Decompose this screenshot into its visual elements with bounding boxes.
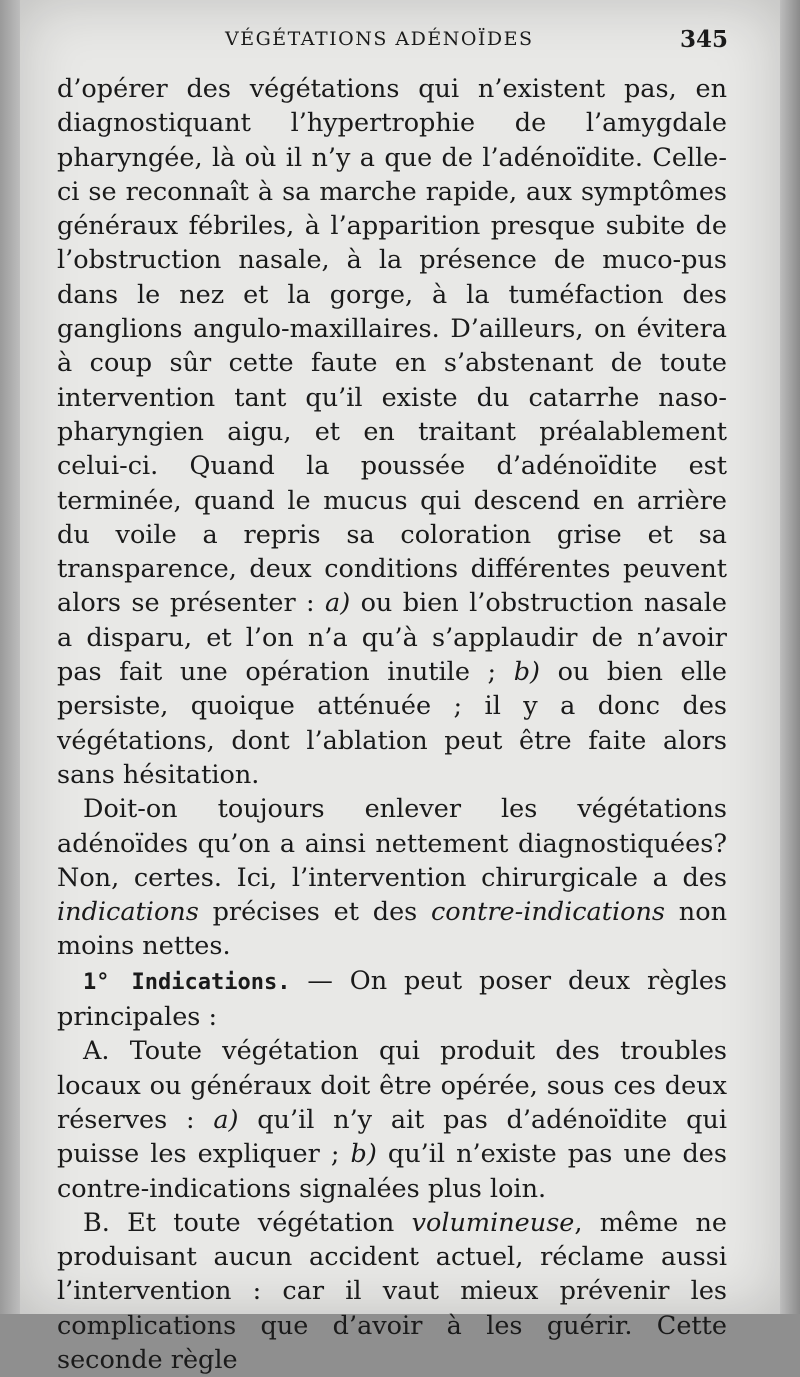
- indications-emphasis: indications: [57, 897, 199, 928]
- volumineuse-emphasis: volumineuse: [411, 1207, 575, 1238]
- paragraph-1-text: d’opérer des végétations qui n’existent pas, en diagnostiquant l’hypertrophie de l’amygdale pharyngée, là où il n’y a que de l’adénoïdite. Celle-ci se reconnaît à sa marche rapide, aux symptômes généraux fébriles, à l’apparition presque subite de l’obstruction nasale, à la présence de muco-pus dans le nez et la gorge, à la tuméfaction des ganglions angulo-maxillaires. D’ailleurs, on évitera à coup sûr cette faute en s’abstenant de toute intervention tant qu’il existe du catarrhe naso-pharyngien aigu, et en traitant préalablement celui-ci. Quand la poussée d’adénoïdite est terminée, quand le mucus qui descend en arrière du voile a repris sa coloration grise et sa transparence, deux conditions différentes peuvent alors se présenter :: [57, 74, 727, 619]
- paragraph-3-text: — On peut poser deux règles principales :: [57, 965, 727, 1033]
- item-a-label: a): [325, 588, 351, 619]
- reserve-b-text: qu’il n’existe pas une des contre-indications signalées plus loin.: [57, 1139, 727, 1204]
- paragraph-2-text: Doit-on toujours enlever les végétations adénoïdes qu’on a ainsi nettement diagnostiquées? Non, certes. Ici, l’intervention chirurgicale a des: [57, 794, 727, 893]
- rule-b-text-1: Et toute végétation: [109, 1207, 412, 1238]
- rule-a-text: Toute végétation qui produit des troubles locaux ou généraux doit être opérée, sous ces deux réserves :: [57, 1036, 727, 1135]
- reserve-a-text: qu’il n’y ait pas d’adénoïdite qui puisse les expliquer ;: [57, 1104, 727, 1170]
- contre-indications-emphasis: contre-indications: [431, 897, 666, 928]
- running-title: VÉGÉTATIONS ADÉNOÏDES: [225, 28, 534, 50]
- item-b-text: ou bien elle persiste, quoique atténuée ; il y a donc des végétations, dont l’ablation peut être faite alors sans hésitation.: [57, 657, 728, 790]
- paragraph-5: [57, 1206, 727, 1377]
- rule-b-label: B.: [83, 1207, 110, 1238]
- paragraph-2-mid: précises et des: [198, 897, 432, 928]
- paragraph-1: [57, 72, 727, 792]
- section-heading-indications: 1° Indications.: [83, 969, 291, 995]
- rule-b-text-2: , même ne produisant aucun accident actuel, réclame aussi l’intervention : car il vaut mieux prévenir les complications que d’avoir à les guérir. Cette seconde règle: [57, 1207, 728, 1375]
- body-text: [57, 72, 727, 1377]
- reserve-a-label: a): [213, 1104, 239, 1135]
- page-left-edge: [0, 0, 20, 1314]
- paragraph-4: [57, 1034, 727, 1205]
- paragraph-2-end: non moins nettes.: [57, 897, 727, 962]
- rule-a-label: A.: [83, 1036, 110, 1067]
- page-number: 345: [679, 26, 728, 53]
- reserve-b-label: b): [350, 1139, 377, 1170]
- item-b-label: b): [513, 657, 540, 688]
- paragraph-3: [57, 964, 727, 1035]
- page-right-edge: [780, 0, 800, 1314]
- paragraph-2: [57, 792, 727, 963]
- item-a-text: ou bien l’obstruction nasale a disparu, et l’on n’a qu’à s’applaudir de n’avoir pas fait une opération inutile ;: [57, 588, 727, 688]
